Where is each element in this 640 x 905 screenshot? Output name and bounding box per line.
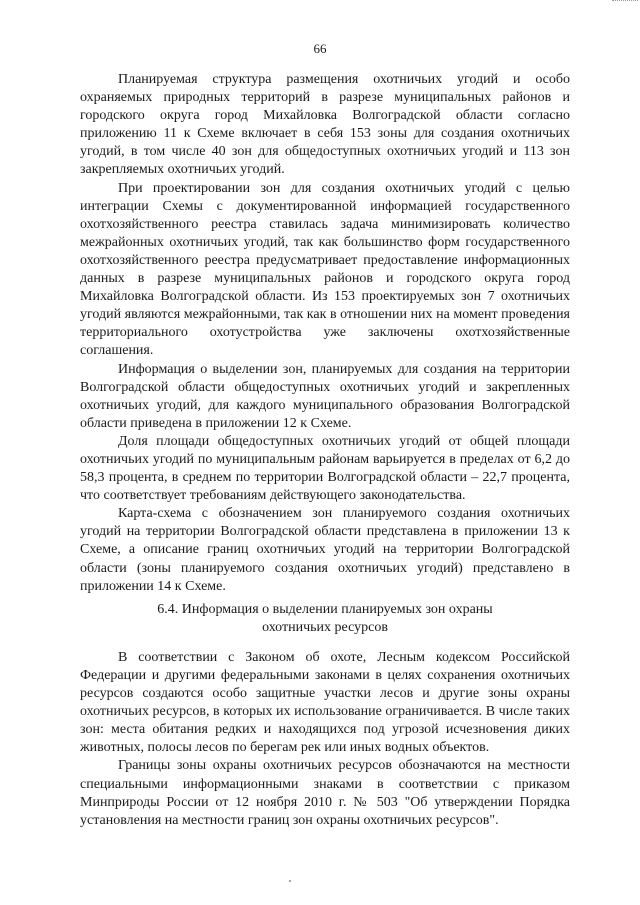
section-heading-line-1: 6.4. Информация о выделении планируемых зон охраны	[157, 601, 493, 617]
scan-speck	[289, 880, 291, 882]
section-heading-line-2: охотничьих ресурсов	[262, 619, 388, 635]
paragraph-law: В соответствии с Законом об охоте, Лесным кодексом Российской Федерации и другими федеральными законами в целях сохранения охотничьих ресурсов создаются особо защитные участки лесов и другие зоны охраны охотничьих ресурсов, в которых их использование ограничивается. В числе таких зон: места обитания редких и находящихся под угрозой исчезновения диких животных, полосы лесов по берегам рек или иных водных объектов.	[80, 649, 570, 756]
paragraph-map: Карта-схема с обозначением зон планируемого создания охотничьих угодий на территории Волгоградской области представлена в приложении 13 к Схеме, а описание границ охотничьих угодий на территории Волгоградской области (зоны планируемого создания охотничьих угодий) представлено в приложении 14 к Схеме.	[80, 506, 570, 594]
paragraph-info: Информация о выделении зон, планируемых для создания на территории Волгоградской области общедоступных охотничьих угодий и закрепленных охотничьих угодий, для каждого муниципального образования Волгоградской области приведена в приложении 12 к Схеме.	[80, 361, 570, 431]
page-body	[80, 71, 570, 830]
paragraph-share: Доля площади общедоступных охотничьих угодий от общей площади охотничьих угодий по муниципальным районам варьируется в пределах от 6,2 до 58,3 процента, в среднем по территории Волгоградской области – 22,7 процента, что соответствует требованиям действующего законодательства.	[80, 433, 570, 504]
scan-corner-mark	[612, 0, 638, 4]
paragraph-borders: Границы зоны охраны охотничьих ресурсов обозначаются на местности специальными информационными знаками в соответствии с приказом Минприроды России от 12 ноября 2010 г. № 503 "Об утверждении Порядка установления на местности границ зон охраны охотничьих ресурсов".	[80, 758, 570, 828]
paragraph-design: При проектировании зон для создания охотничьих угодий с целью интеграции Схемы с документированной информацией государственного охотхозяйственного реестра ставилась задача минимизировать количество межрайонных охотничьих угодий, так как большинство форм государственного охотхозяйственного реестра предусматривает предоставление информационных данных в разрезе муниципальных районов и городского округа город Михайловка Волгоградской области. Из 153 проектируемых зон 7 охотничьих угодий являются межрайонными, так как в отношении них на момент проведения территориального охотустройства уже заключены охотхозяйственные соглашения.	[80, 180, 570, 359]
paragraph-structure: Планируемая структура размещения охотничьих угодий и особо охраняемых природных территорий в разрезе муниципальных районов и городского округа город Михайловка Волгоградской области согласно приложению 11 к Схеме включает в себя 153 зоны для создания охотничьих угодий, в том числе 40 зон для общедоступных охотничьих угодий и 113 зон закрепляемых охотничьих угодий.	[80, 72, 570, 178]
section-heading	[80, 601, 570, 637]
page-number: 66	[313, 41, 327, 56]
